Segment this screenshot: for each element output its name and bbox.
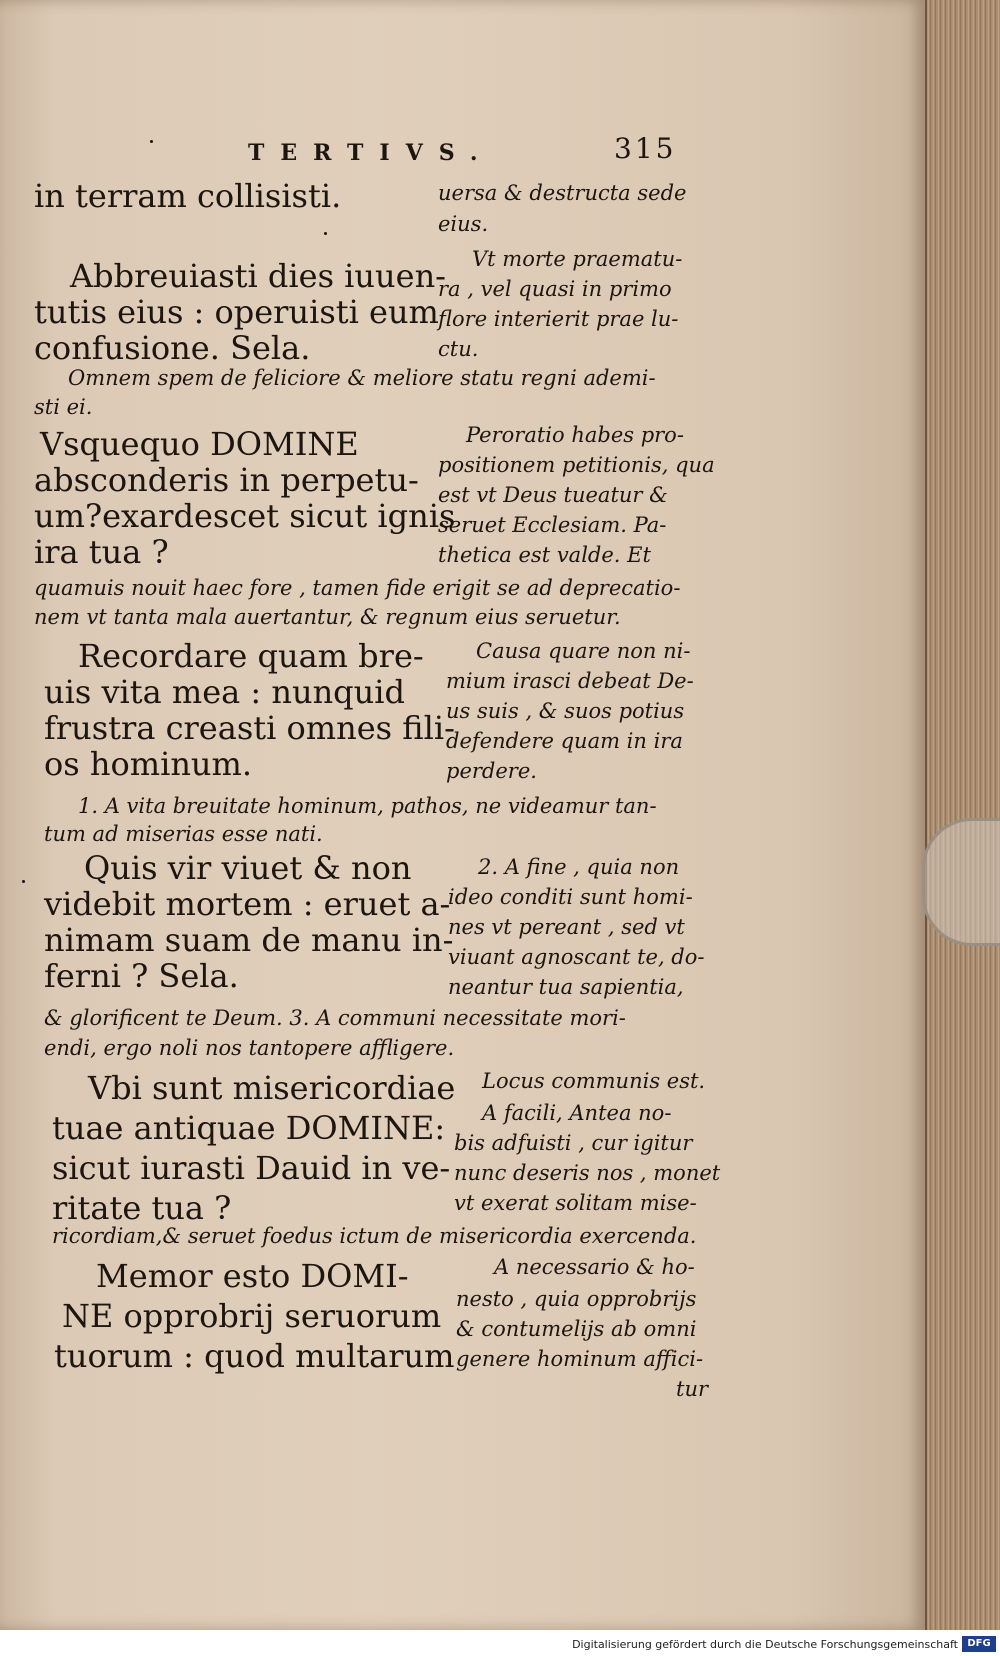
margin-note-line: Vt morte praematu-	[472, 247, 683, 271]
margin-note-line: bis adfuisti , cur igitur	[454, 1131, 693, 1155]
main-text-line: Quis vir viuet & non	[84, 849, 412, 887]
main-text-line: absconderis in perpetu-	[34, 461, 419, 499]
ink-mark	[150, 140, 153, 143]
margin-note-line: positionem petitionis, qua	[438, 453, 715, 477]
margin-note-line: ra , vel quasi in primo	[438, 277, 672, 301]
margin-note-line: vt exerat solitam mise-	[454, 1191, 697, 1215]
commentary-line: ricordiam,& seruet foedus ictum de misericordia exercenda.	[52, 1224, 697, 1248]
margin-note-line: eius.	[438, 212, 489, 236]
margin-note-line: A necessario & ho-	[494, 1255, 695, 1279]
commentary-line: tum ad miserias esse nati.	[44, 822, 323, 846]
main-text-line: Recordare quam bre-	[78, 637, 424, 675]
main-text-line: videbit mortem : eruet a-	[44, 885, 451, 923]
main-text-line: tutis eius : operuisti eum	[34, 293, 439, 331]
commentary-line: nem vt tanta mala auertantur, & regnum eius seruetur.	[34, 605, 621, 629]
commentary-line: quamuis nouit haec fore , tamen fide erigit se ad deprecatio-	[34, 576, 681, 600]
main-text-line: in terram collisisti.	[34, 177, 342, 215]
margin-note-line: & contumelijs ab omni	[456, 1317, 697, 1341]
main-text-line: sicut iurasti Dauid in ve-	[52, 1149, 451, 1187]
main-text-line: tuae antiquae DOMINE:	[52, 1109, 446, 1147]
main-text-line: frustra creasti omnes fili-	[44, 709, 455, 747]
margin-note-line: viuant agnoscant te, do-	[448, 945, 705, 969]
margin-note-line: defendere quam in ira	[446, 729, 683, 753]
margin-note-line: ctu.	[438, 337, 479, 361]
commentary-line: endi, ergo noli nos tantopere affligere.	[44, 1036, 455, 1060]
margin-note-line: perdere.	[446, 759, 537, 783]
margin-note-line: genere hominum affici-	[456, 1347, 704, 1371]
margin-note-line: nunc deseris nos , monet	[454, 1161, 721, 1185]
commentary-line: Omnem spem de feliciore & meliore statu regni ademi-	[68, 366, 656, 390]
margin-note-line: us suis , & suos potius	[446, 699, 685, 723]
main-text-line: NE opprobrij seruorum	[62, 1297, 442, 1335]
margin-note-line: neantur tua sapientia,	[448, 975, 684, 999]
commentary-line: & glorificent te Deum. 3. A communi necessitate mori-	[44, 1006, 626, 1030]
main-text-line: Vbi sunt misericordiae	[88, 1069, 456, 1107]
thumb-index-tab	[922, 818, 1000, 946]
margin-note-line: mium irasci debeat De-	[446, 669, 694, 693]
main-text-line: Memor esto DOMI-	[96, 1257, 409, 1295]
page-number: 315	[614, 132, 677, 165]
main-text-line: ferni ? Sela.	[44, 957, 239, 995]
ink-mark	[22, 880, 25, 883]
margin-note-line: Locus communis est.	[482, 1069, 706, 1093]
running-title: TERTIVS.	[248, 140, 494, 166]
main-text-line: nimam suam de manu in-	[44, 921, 454, 959]
funding-credit: Digitalisierung gefördert durch die Deutsche Forschungsgemeinschaft	[572, 1638, 958, 1651]
margin-note-line: tur	[676, 1377, 709, 1401]
main-text-line: confusione. Sela.	[34, 329, 311, 367]
main-text-line: um?exardescet sicut ignis	[34, 497, 456, 535]
main-text-line: ira tua ?	[34, 533, 169, 571]
main-text-line: Abbreuiasti dies iuuen-	[70, 257, 446, 295]
margin-note-line: Causa quare non ni-	[476, 639, 691, 663]
main-text-line: ritate tua ?	[52, 1189, 232, 1227]
dfg-logo[interactable]: DFG	[962, 1636, 996, 1652]
main-text-line: tuorum : quod multarum	[54, 1337, 455, 1375]
margin-note-line: 2. A fine , quia non	[478, 855, 680, 879]
ink-mark	[324, 232, 327, 235]
margin-note-line: ideo conditi sunt homi-	[448, 885, 693, 909]
main-text-line: Vsquequo DOMINE	[40, 425, 359, 463]
main-text-line: os hominum.	[44, 745, 253, 783]
margin-note-line: uersa & destructa sede	[438, 181, 687, 205]
commentary-line: sti ei.	[34, 395, 93, 419]
commentary-line: 1. A vita breuitate hominum, pathos, ne videamur tan-	[78, 794, 657, 818]
margin-note-line: Peroratio habes pro-	[466, 423, 684, 447]
margin-note-line: nesto , quia opprobrijs	[456, 1287, 697, 1311]
main-text-line: uis vita mea : nunquid	[44, 673, 405, 711]
margin-note-line: A facili, Antea no-	[482, 1101, 672, 1125]
margin-note-line: seruet Ecclesiam. Pa-	[438, 513, 667, 537]
margin-note-line: thetica est valde. Et	[438, 543, 651, 567]
margin-note-line: est vt Deus tueatur &	[438, 483, 668, 507]
margin-note-line: nes vt pereant , sed vt	[448, 915, 685, 939]
margin-note-line: flore interierit prae lu-	[438, 307, 679, 331]
